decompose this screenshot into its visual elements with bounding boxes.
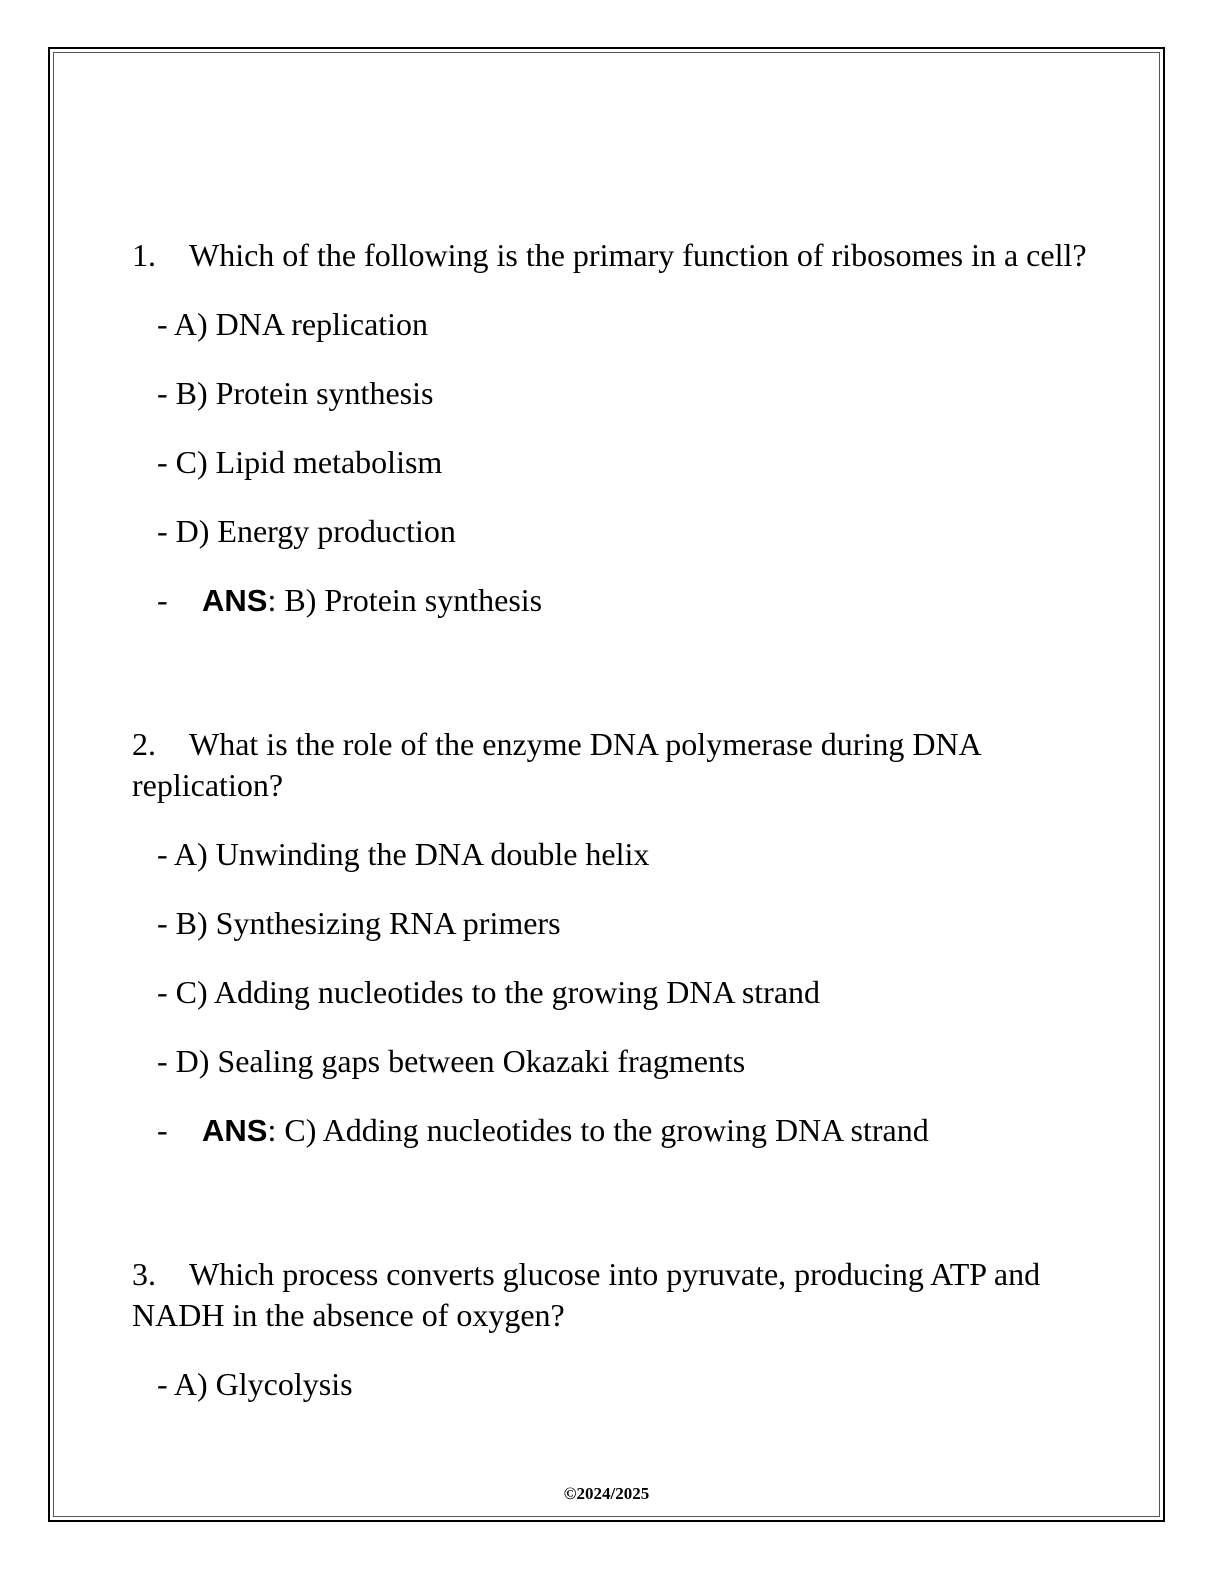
- question-2: [132, 724, 1092, 1151]
- answer-dash: -: [157, 1112, 168, 1148]
- option-b: - B) Synthesizing RNA primers: [157, 905, 561, 941]
- option-c: - C) Lipid metabolism: [157, 444, 443, 480]
- section-spacer: [132, 1178, 1092, 1254]
- answer-line: [157, 1110, 1092, 1151]
- question-stem: Which of the following is the primary function of ribosomes in a cell?: [189, 237, 1087, 273]
- option-d: - D) Energy production: [157, 513, 456, 549]
- question-text: [132, 235, 1092, 276]
- answer-dash: -: [157, 582, 168, 618]
- question-1: [132, 235, 1092, 621]
- copyright-footer: ©2024/2025: [563, 1484, 650, 1503]
- question-number: 1.: [132, 237, 156, 273]
- question-text: [132, 724, 1092, 806]
- question-stem: What is the role of the enzyme DNA polymerase during DNA replication?: [132, 726, 980, 803]
- question-3: [132, 1254, 1092, 1405]
- option-a: - A) Unwinding the DNA double helix: [157, 836, 650, 872]
- answer-label: ANS: [202, 1113, 268, 1148]
- answer-text: : B) Protein synthesis: [267, 582, 543, 618]
- option-a: - A) Glycolysis: [157, 1366, 353, 1402]
- question-number: 2.: [132, 726, 156, 762]
- section-spacer: [132, 648, 1092, 724]
- option-c: - C) Adding nucleotides to the growing DNA strand: [157, 974, 821, 1010]
- option-a: - A) DNA replication: [157, 306, 429, 342]
- option-b: - B) Protein synthesis: [157, 375, 434, 411]
- answer-label: ANS: [202, 583, 268, 618]
- question-text: [132, 1254, 1092, 1336]
- answer-text: : C) Adding nucleotides to the growing DNA strand: [267, 1112, 929, 1148]
- document-body: [132, 235, 1092, 1432]
- option-d: - D) Sealing gaps between Okazaki fragments: [157, 1043, 746, 1079]
- answer-line: [157, 580, 1092, 621]
- question-number: 3.: [132, 1256, 156, 1292]
- question-stem: Which process converts glucose into pyruvate, producing ATP and NADH in the absence of oxygen?: [132, 1256, 1041, 1333]
